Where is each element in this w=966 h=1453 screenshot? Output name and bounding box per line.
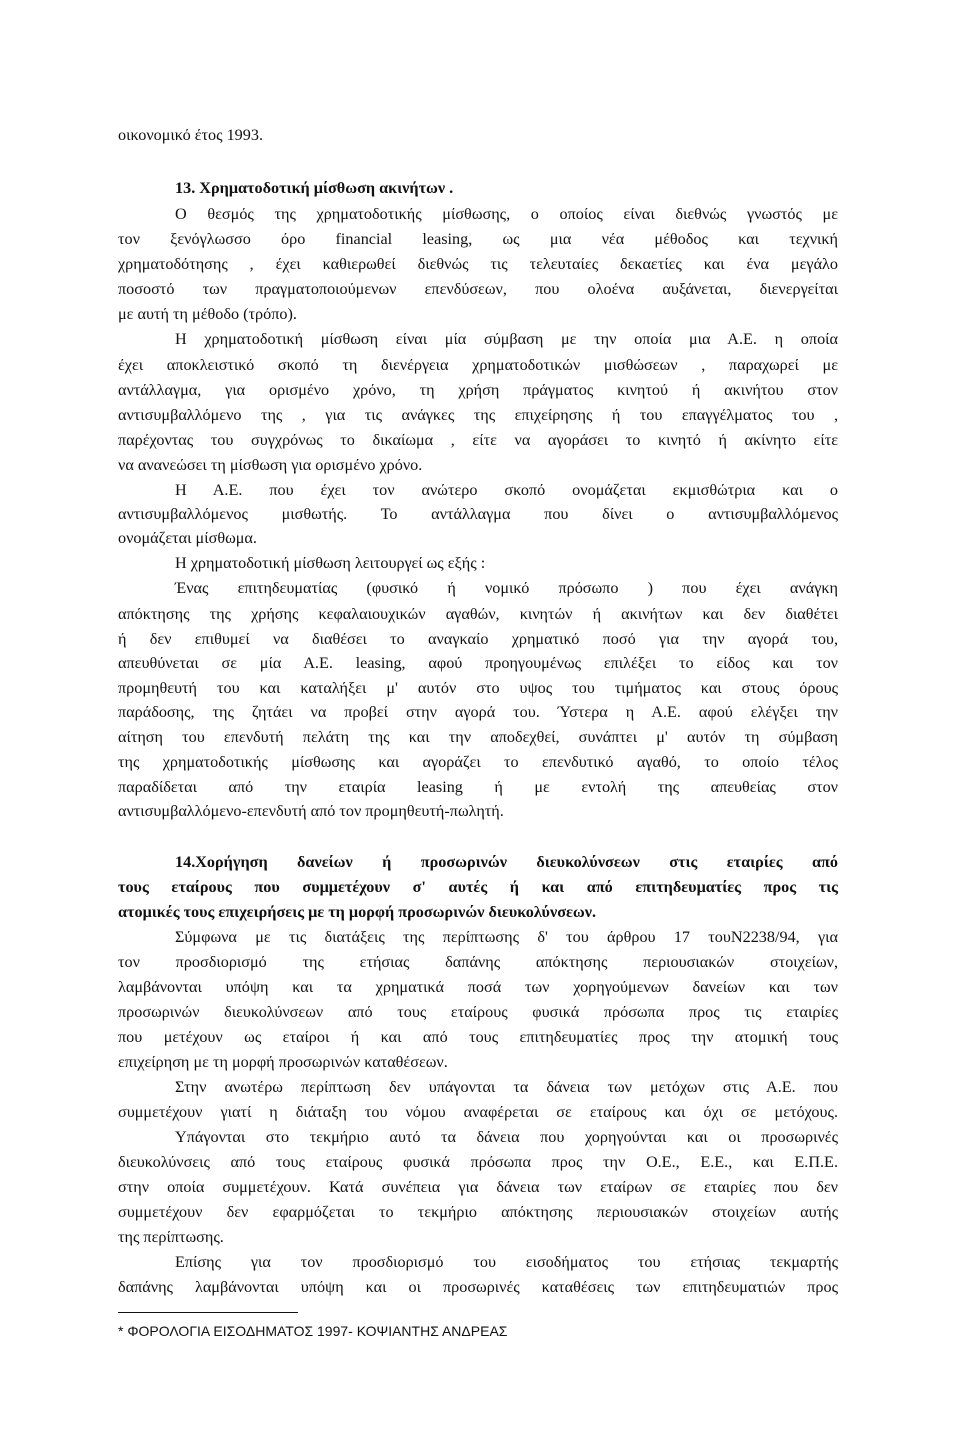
text-line: Η χρηματοδοτική μίσθωση λειτουργεί ως εξής : — [175, 554, 486, 572]
text-line: της περίπτωσης. — [118, 1228, 224, 1246]
text-line: παρέχοντας του συγχρόνως το δικαίωμα , είτε να αγοράσει το κινητό ή ακίνητο είτε — [118, 431, 838, 449]
text-line: διευκολύνσεις από τους εταίρους φυσικά πρόσωπα προς την Ο.Ε., Ε.Ε., και Ε.Π.Ε. — [118, 1153, 838, 1171]
text-line: Στην ανωτέρω περίπτωση δεν υπάγονται τα δάνεια των μετόχων στις Α.Ε. που — [175, 1078, 838, 1096]
section-heading: 14.Χορήγηση δανείων ή προσωρινών διευκολύνσεων στις εταιρίες από — [175, 853, 838, 871]
text-line: επιχείρηση με τη μορφή προσωρινών καταθέσεων. — [118, 1053, 448, 1071]
text-line: αντισυμβαλλόμενος μισθωτής. Το αντάλλαγμα που δίνει ο αντισυμβαλλόμενος — [118, 505, 838, 523]
text-line: αντισυμβαλλόμενο της , για τις ανάγκες της επιχείρησης ή του επαγγέλματος του , — [118, 406, 838, 424]
text-line: δαπάνης λαμβάνονται υπόψη και οι προσωρινές καταθέσεις των επιτηδευματιών προς — [118, 1278, 838, 1296]
text-line: να ανανεώσει τη μίσθωση για ορισμένο χρόνο. — [118, 456, 423, 474]
text-line: παράδοσης, της ζητάει να προβεί στην αγορά του. Ύστερα η Α.Ε. αφού ελέγξει την — [118, 703, 838, 721]
text-line: παραδίδεται από την εταιρία leasing ή με εντολή της απευθείας στον — [118, 778, 838, 796]
text-line: Η χρηματοδοτική μίσθωση είναι μία σύμβαση με την οποία μια Α.Ε. η οποία — [175, 330, 838, 348]
footnote-rule — [118, 1312, 298, 1313]
footnote: * ΦΟΡΟΛΟΓΙΑ ΕΙΣΟΔΗΜΑΤΟΣ 1997- ΚΟΨΙΑΝΤΗΣ ΑΝΔΡΕΑΣ — [118, 1323, 508, 1339]
text-line: στην οποία συμμετέχουν. Κατά συνέπεια για δάνεια των εταίρων σε εταιρίες που δεν — [118, 1178, 838, 1196]
text-line: προσωρινών διευκολύνσεων από τους εταίρους φυσικά πρόσωπα προς τις εταιρίες — [118, 1003, 838, 1021]
text-line: χρηματοδότησης , έχει καθιερωθεί διεθνώς τις τελευταίες δεκαετίες και ένα μεγάλο — [118, 255, 838, 273]
text-line: Επίσης για τον προσδιορισμό του εισοδήματος του ετήσιας τεκμαρτής — [175, 1253, 838, 1271]
text-line: απόκτησης της χρήσης κεφαλαιουχικών αγαθών, κινητών ή ακινήτων και δεν διαθέτει — [118, 605, 838, 623]
text-line: αντάλλαγμα, για ορισμένο χρόνο, τη χρήση πράγματος κινητού ή ακινήτου στον — [118, 381, 838, 399]
section-heading: 13. Χρηματοδοτική μίσθωση ακινήτων . — [175, 179, 454, 197]
text-line: Σύμφωνα με τις διατάξεις της περίπτωσης δ' του άρθρου 17 τουΝ2238/94, για — [175, 928, 838, 946]
text-line: οικονομικό έτος 1993. — [118, 126, 264, 144]
section-heading: τους εταίρους που συμμετέχουν σ' αυτές ή και από επιτηδευματίες προς τις — [118, 878, 838, 896]
text-line: Η Α.Ε. που έχει τον ανώτερο σκοπό ονομάζεται εκμισθώτρια και ο — [175, 481, 838, 499]
text-line: με αυτή τη μέθοδο (τρόπο). — [118, 305, 297, 323]
text-line: ή δεν επιθυμεί να διαθέσει το αναγκαίο χρηματικό ποσό για την αγορά του, — [118, 630, 838, 648]
text-line: έχει αποκλειστικό σκοπό τη διενέργεια χρηματοδοτικών μισθώσεων , παραχωρεί με — [118, 356, 838, 374]
text-line: Ένας επιτηδευματίας (φυσικό ή νομικό πρόσωπο ) που έχει ανάγκη — [175, 579, 838, 597]
text-line: τον ξενόγλωσσο όρο financial leasing, ως μια νέα μέθοδος και τεχνική — [118, 230, 838, 248]
text-line: συμμετέχουν δεν εφαρμόζεται το τεκμήριο απόκτησης περιουσιακών στοιχείων αυτής — [118, 1203, 838, 1221]
text-line: ποσοστό των πραγματοποιούμενων επενδύσεων, που ολοένα αυξάνεται, διενεργείται — [118, 280, 838, 298]
section-heading: ατομικές τους επιχειρήσεις με τη μορφή προσωρινών διευκολύνσεων. — [118, 903, 597, 921]
text-line: που μετέχουν ως εταίροι ή και από τους επιτηδευματίες προς την ατομική τους — [118, 1028, 838, 1046]
text-line: απευθύνεται σε μία Α.Ε. leasing, αφού προηγουμένως επιλέξει το είδος και τον — [118, 654, 838, 672]
text-line: της χρηματοδοτικής μίσθωσης και αγοράζει το επενδυτικό αγαθό, το οποίο τέλος — [118, 753, 838, 771]
text-line: Ο θεσμός της χρηματοδοτικής μίσθωσης, ο οποίος είναι διεθνώς γνωστός με — [175, 205, 838, 223]
text-line: τον προσδιορισμό της ετήσιας δαπάνης απόκτησης περιουσιακών στοιχείων, — [118, 953, 838, 971]
text-line: συμμετέχουν γιατί η διάταξη του νόμου αναφέρεται σε εταίρους και όχι σε μετόχους. — [118, 1103, 838, 1121]
text-line: Υπάγονται στο τεκμήριο αυτό τα δάνεια που χορηγούνται και οι προσωρινές — [175, 1128, 838, 1146]
text-line: λαμβάνονται υπόψη και τα χρηματικά ποσά των χορηγούμενων δανείων και των — [118, 978, 838, 996]
text-line: αντισυμβαλλόμενο-επενδυτή από τον προμηθευτή-πωλητή. — [118, 802, 504, 820]
text-line: αίτηση του επενδυτή πελάτη της και την αποδεχθεί, συνάπτει μ' αυτόν τη σύμβαση — [118, 728, 838, 746]
text-line: ονομάζεται μίσθωμα. — [118, 529, 257, 547]
text-line: προμηθευτή του και καταλήξει μ' αυτόν στο υψος του τιμήματος και στους όρους — [118, 679, 838, 697]
